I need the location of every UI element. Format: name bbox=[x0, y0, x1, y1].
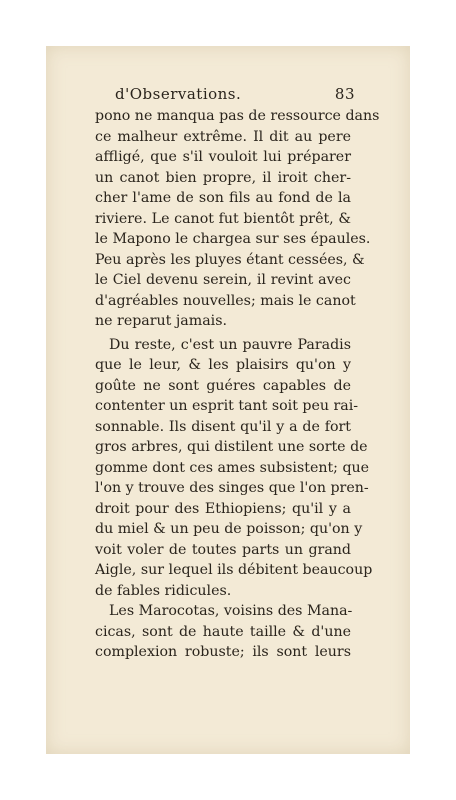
text-line: complexion robuste; ils sont leurs bbox=[95, 644, 351, 660]
text-line: ne reparut jamais. bbox=[95, 313, 227, 329]
text-line: l'on y trouve des singes que l'on pren- bbox=[95, 480, 369, 496]
text-line: de fables ridicules. bbox=[95, 582, 232, 599]
text-line: droit pour des Ethiopiens; qu'il y a bbox=[95, 500, 351, 517]
text-line: pono ne manqua pas de ressource dans bbox=[95, 108, 380, 124]
text-line: sonnable. Ils disent qu'il y a de fort bbox=[95, 418, 351, 435]
text-line: Les Marocotas, voisins des Mana- bbox=[109, 603, 353, 619]
page-number: 83 bbox=[334, 85, 355, 103]
text-line: un canot bien propre, il iroit cher- bbox=[95, 169, 351, 186]
text-line: le Ciel devenu serein, il revint avec bbox=[95, 272, 351, 288]
text-line: du miel & un peu de poisson; qu'on y bbox=[95, 521, 363, 537]
text-line: riviere. Le canot fut bientôt prêt, & bbox=[95, 210, 351, 227]
text-line: Aigle, sur lequel ils débitent beaucoup bbox=[95, 562, 373, 578]
paragraph bbox=[95, 106, 380, 332]
text-line: voit voler de toutes parts un grand bbox=[95, 541, 351, 558]
text-line: contenter un esprit tant soit peu rai- bbox=[95, 398, 359, 414]
text-line: goûte ne sont guéres capables de bbox=[95, 377, 351, 394]
paragraph bbox=[95, 335, 373, 602]
text-line: Du reste, c'est un pauvre Paradis bbox=[109, 336, 351, 353]
paragraph bbox=[95, 601, 351, 663]
running-title: d'Observations. bbox=[115, 85, 242, 103]
text-line: Peu après les pluyes étant cessées, & bbox=[95, 251, 365, 268]
text-line: le Mapono le chargea sur ses épaules. bbox=[95, 231, 371, 247]
text-line: affligé, que s'il vouloit lui préparer bbox=[95, 149, 351, 165]
text-line: gomme dont ces ames subsistent; que bbox=[95, 459, 370, 476]
text-line: ce malheur extrême. Il dit au pere bbox=[95, 128, 351, 145]
text-line: cher l'ame de son fils au fond de la bbox=[95, 190, 351, 206]
text-line: cicas, sont de haute taille & d'une bbox=[95, 623, 351, 640]
text-line: que le leur, & les plaisirs qu'on y bbox=[95, 357, 351, 373]
text-line: d'agréables nouvelles; mais le canot bbox=[95, 292, 356, 309]
body-text bbox=[95, 106, 380, 663]
text-line: gros arbres, qui distilent une sorte de bbox=[95, 439, 368, 455]
